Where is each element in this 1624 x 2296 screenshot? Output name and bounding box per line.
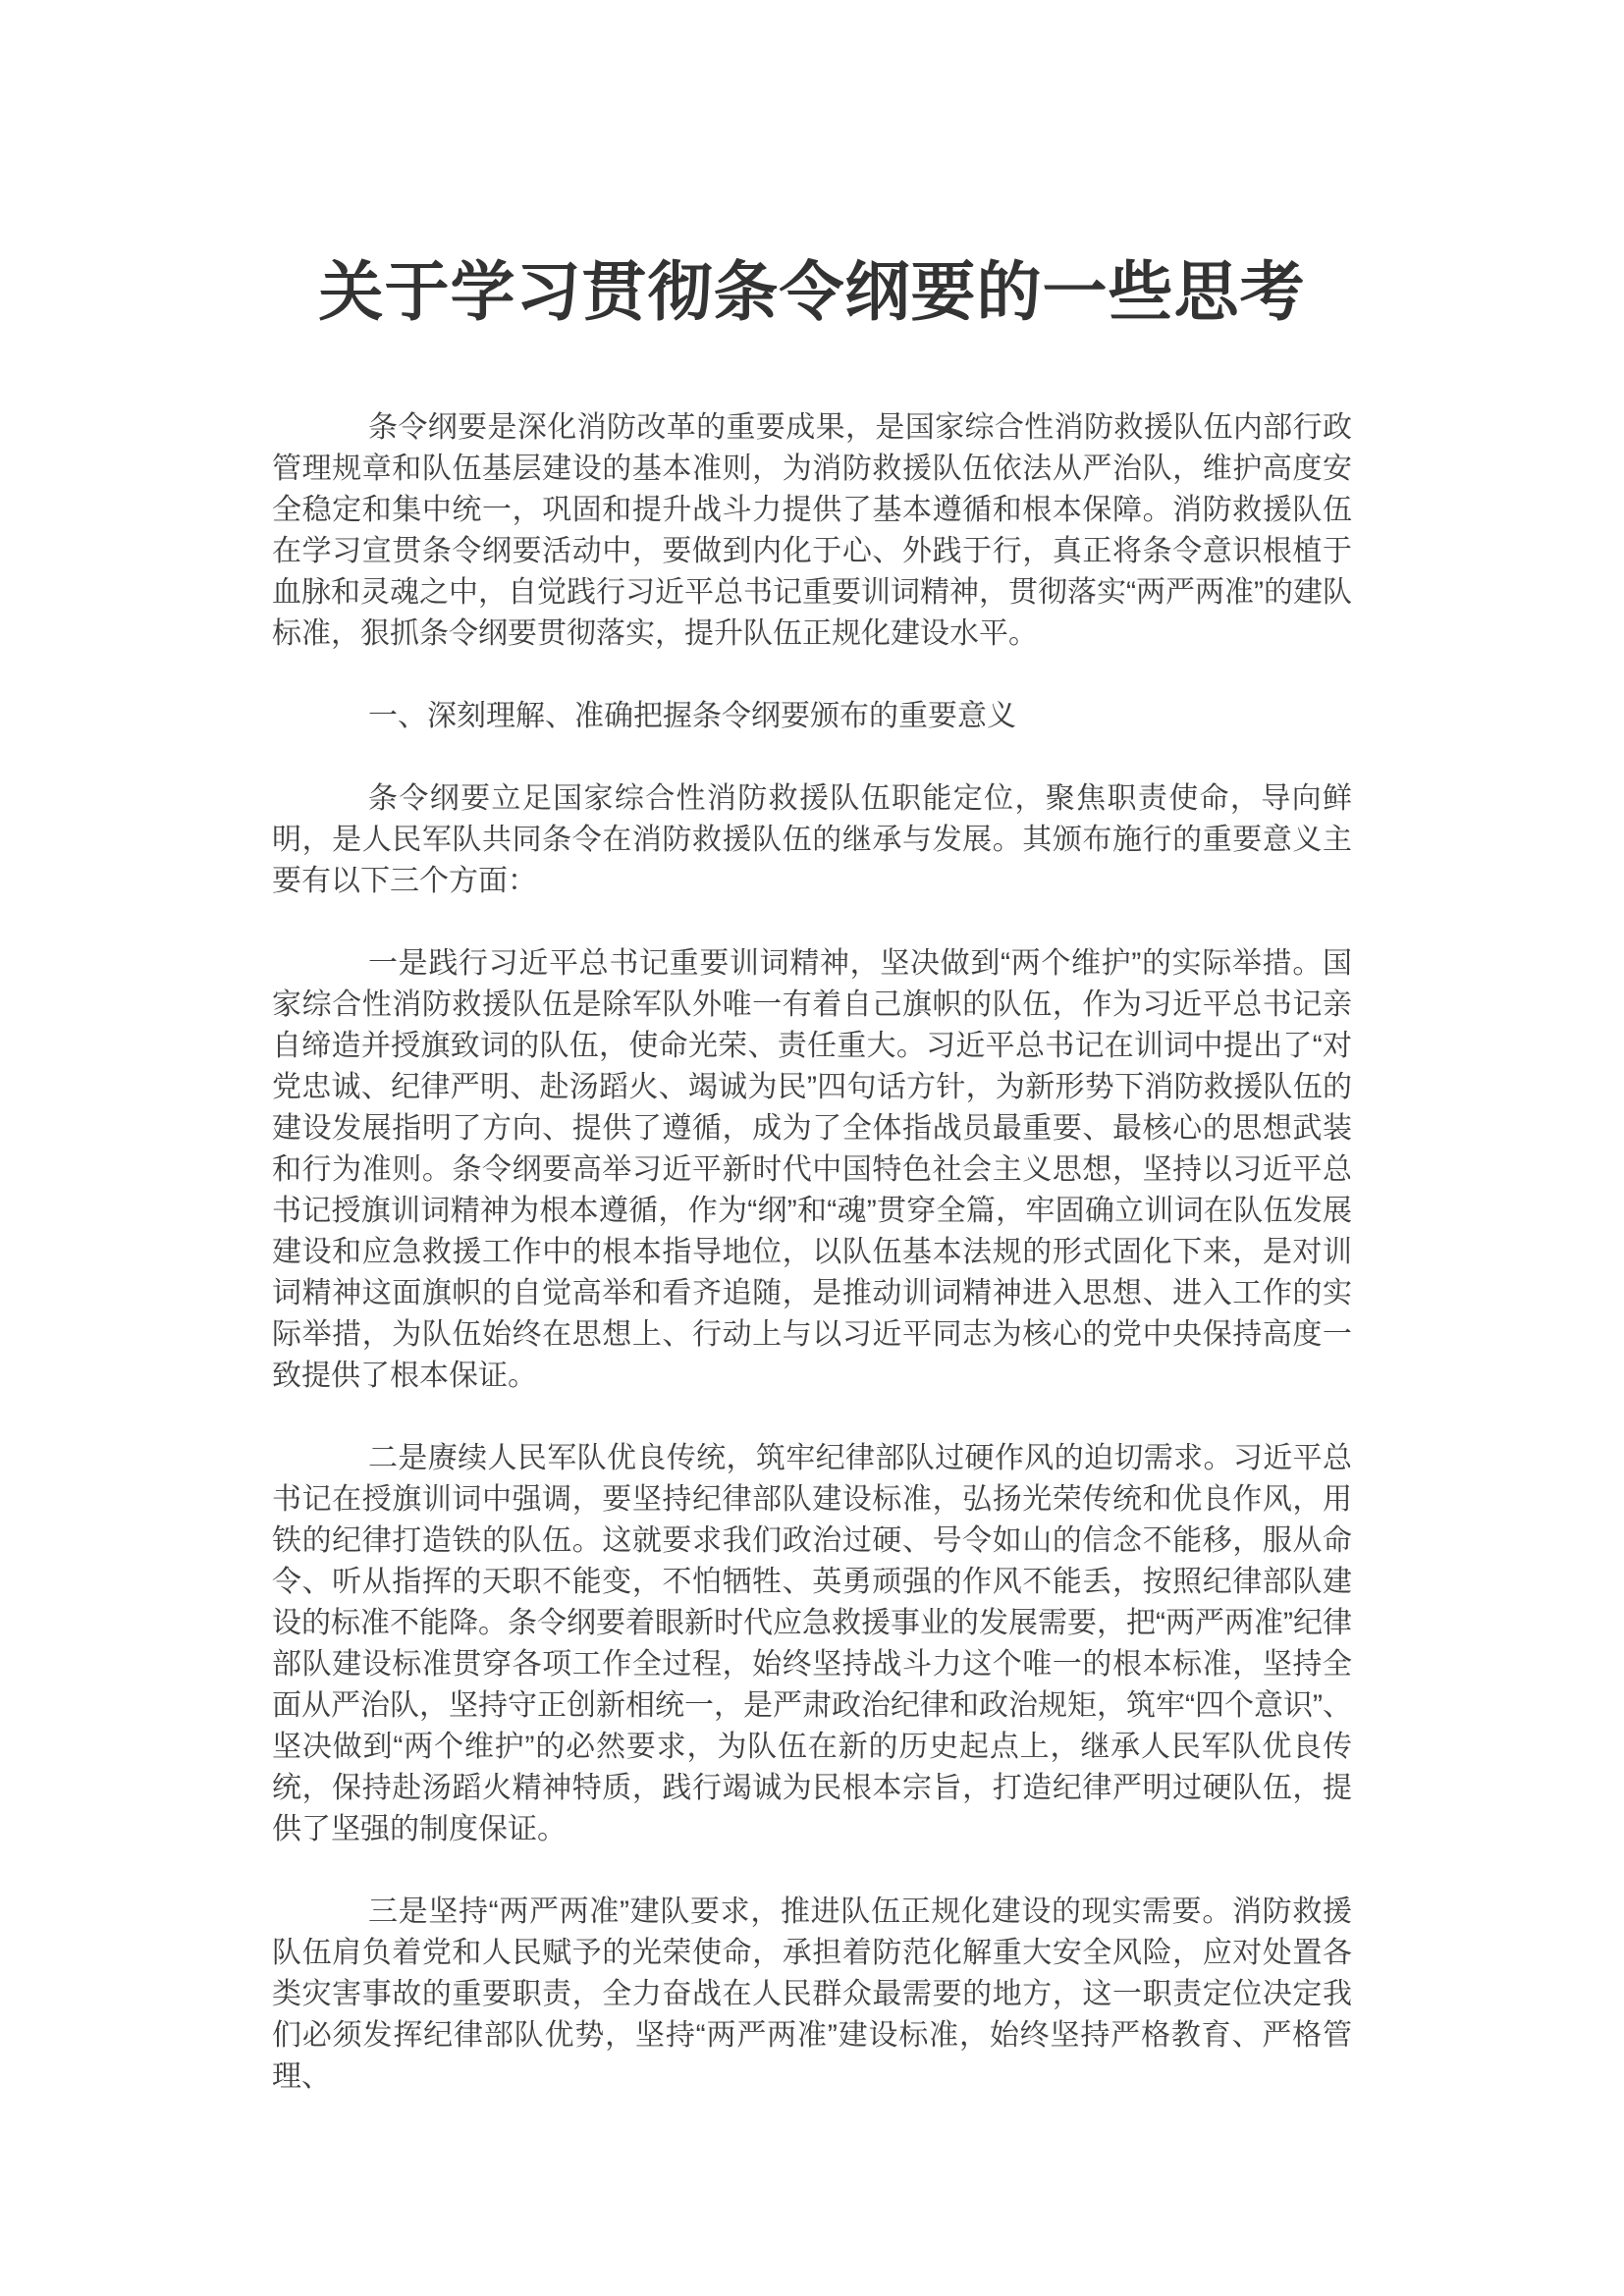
paragraph: 条令纲要立足国家综合性消防救援队伍职能定位，聚焦职责使命，导向鲜明，是人民军队共同条令在消防救援队伍的继承与发展。其颁布施行的重要意义主要有以下三个方面：: [272, 782, 1352, 898]
document-title: 关于学习贯彻条令纲要的一些思考: [318, 255, 1306, 328]
section-heading: 一、深刻理解、准确把握条令纲要颁布的重要意义: [368, 700, 1016, 733]
document-body: [272, 407, 1352, 2098]
paragraph: 三是坚持“两严两准”建队要求，推进队伍正规化建设的现实需要。消防救援队伍肩负着党和人民赋予的光荣使命，承担着防范化解重大安全风险，应对处置各类灾害事故的重要职责，全力奋战在人民群众最需要的地方，这一职责定位决定我们必须发挥纪律部队优势，坚持“两严两准”建设标准，始终坚持严格教育、严格管理、: [272, 1896, 1352, 2094]
paragraph: 二是赓续人民军队优良传统，筑牢纪律部队过硬作风的迫切需求。习近平总书记在授旗训词中强调，要坚持纪律部队建设标准，弘扬光荣传统和优良作风，用铁的纪律打造铁的队伍。这就要求我们政治过硬、号令如山的信念不能移，服从命令、听从指挥的天职不能变，不怕牺牲、英勇顽强的作风不能丢，按照纪律部队建设的标准不能降。条令纲要着眼新时代应急救援事业的发展需要，把“两严两准”纪律部队建设标准贯穿各项工作全过程，始终坚持战斗力这个唯一的根本标准，坚持全面从严治队，坚持守正创新相统一，是严肃政治纪律和政治规矩，筑牢“四个意识”、坚决做到“两个维护”的必然要求，为队伍在新的历史起点上，继承人民军队优良传统，保持赴汤蹈火精神特质，践行竭诚为民根本宗旨，打造纪律严明过硬队伍，提供了坚强的制度保证。: [272, 1442, 1352, 1846]
paragraph: 一是践行习近平总书记重要训词精神，坚决做到“两个维护”的实际举措。国家综合性消防救援队伍是除军队外唯一有着自己旗帜的队伍，作为习近平总书记亲自缔造并授旗致词的队伍，使命光荣、责任重大。习近平总书记在训词中提出了“对党忠诚、纪律严明、赴汤蹈火、竭诚为民”四句话方针，为新形势下消防救援队伍的建设发展指明了方向、提供了遵循，成为了全体指战员最重要、最核心的思想武装和行为准则。条令纲要高举习近平新时代中国特色社会主义思想，坚持以习近平总书记授旗训词精神为根本遵循，作为“纲”和“魂”贯穿全篇，牢固确立训词在队伍发展建设和应急救援工作中的根本指导地位，以队伍基本法规的形式固化下来，是对训词精神这面旗帜的自觉高举和看齐追随，是推动训词精神进入思想、进入工作的实际举措，为队伍始终在思想上、行动上与以习近平同志为核心的党中央保持高度一致提供了根本保证。: [272, 947, 1352, 1393]
intro-paragraph: 条令纲要是深化消防改革的重要成果，是国家综合性消防救援队伍内部行政管理规章和队伍基层建设的基本准则，为消防救援队伍依法从严治队，维护高度安全稳定和集中统一，巩固和提升战斗力提供了基本遵循和根本保障。消防救援队伍在学习宣贯条令纲要活动中，要做到内化于心、外践于行，真正将条令意识根植于血脉和灵魂之中，自觉践行习近平总书记重要训词精神，贯彻落实“两严两准”的建队标准，狠抓条令纲要贯彻落实，提升队伍正规化建设水平。: [272, 411, 1352, 651]
